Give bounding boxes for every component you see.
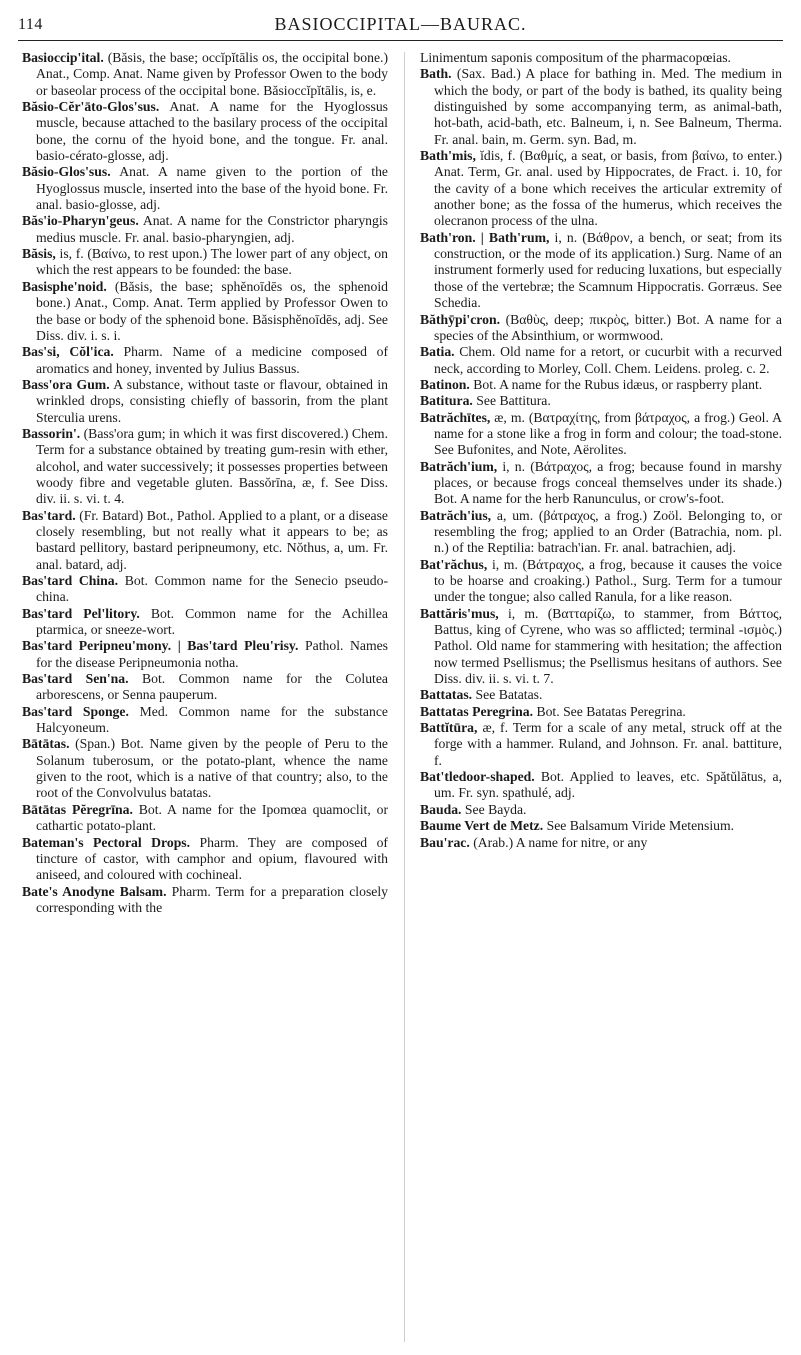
entry-definition: See Battitura. (476, 393, 551, 409)
dictionary-entry (420, 410, 782, 459)
entry-headword: Batitura. (420, 393, 473, 409)
entry-definition: Anat. A name given to the portion of the Hyoglossus muscle, inserted into the base of the hyoid bone. Fr. anal. basio-glosse, adj. (36, 164, 388, 213)
entry-headword: Bath'ron. | Bath'rum, (420, 229, 550, 245)
entry-headword: Batrăch'ium, (420, 458, 498, 474)
dictionary-entry (22, 99, 388, 164)
entry-definition: Chem. Old name for a retort, or cucurbit with a recurved neck, according to Morley, Coll. Chem. Leidens. proleg. c. 2. (434, 344, 782, 376)
entry-headword: Bas'si, Cŏl'ica. (22, 344, 114, 360)
left-column (22, 50, 388, 1340)
dictionary-entry (22, 50, 388, 99)
dictionary-entry (22, 671, 388, 704)
entry-headword: Bas'tard Sponge. (22, 703, 129, 719)
entry-headword: Bass'ora Gum. (22, 376, 110, 392)
dictionary-entry (22, 802, 388, 835)
entry-headword: Bauda. (420, 801, 462, 817)
entry-definition: (Fr. Batard) Bot., Pathol. Applied to a plant, or a disease closely resembling, but not really what it appears to be; as bastard pellitory, bastard peripneumony, etc. Nŏthus, a, um. Fr. anal. batard, adj. (36, 507, 388, 572)
entry-definition: Bot. Applied to leaves, etc. Spătŭlātus, a, um. Fr. syn. spathulé, adj. (434, 769, 782, 801)
entry-definition: (Arab.) A name for nitre, or any (473, 834, 648, 850)
page-header (18, 10, 783, 41)
entry-headword: Bas'tard China. (22, 573, 119, 588)
dictionary-entry (22, 377, 388, 426)
entry-definition: i, m. (Βάτραχος, a frog, because it causes the voice to be hoarse and croaking.) Pathol., Surg. Term for a tumour under the tongue; also called Ranula, for a like reason. (434, 556, 782, 605)
entry-definition: Bot. Common name for the Senecio pseudo-china. (36, 573, 388, 605)
dictionary-entry (420, 606, 782, 688)
entry-headword: Bas'tard Pel'litory. (22, 605, 140, 621)
entry-definition: (Span.) Bot. Name given by the people of Peru to the Solanum tuberosum, or the potato-plant, whence the name given to the root, which is a native of that country; also, to the root of the Convolvulus batatas. (36, 736, 388, 801)
entry-definition: (Băsis, the base; sphĕnoīdēs os, the sphenoid bone.) Anat., Comp. Anat. Term applied by Professor Owen to the base or body of the sphenoid bone. Băsisphĕnoīdēs, adj. See Diss. div. i. s. i. (36, 278, 388, 343)
entry-definition: Bot. A name for the Rubus idæus, or raspberry plant. (473, 376, 763, 392)
dictionary-entry (420, 377, 782, 393)
dictionary-entry (420, 312, 782, 345)
dictionary-entry (22, 736, 388, 801)
entry-headword: Băsio-Glos'sus. (22, 164, 111, 180)
entry-headword: Băthȳpi'cron. (420, 311, 500, 327)
dictionary-entry (420, 508, 782, 557)
entry-definition: Bot. Common name for the Colutea arborescens, or Senna pauperum. (36, 671, 388, 703)
entry-headword: Bau'rac. (420, 834, 470, 850)
dictionary-entry (420, 50, 782, 66)
entry-definition: Pharm. Term for a preparation closely corresponding with the (36, 883, 388, 915)
dictionary-entry (22, 884, 388, 917)
entry-headword: Battăris'mus, (420, 605, 499, 621)
dictionary-entry (420, 802, 782, 818)
dictionary-entry (420, 344, 782, 377)
right-column (420, 50, 782, 1340)
entry-definition: See Bayda. (464, 801, 527, 817)
entry-definition: Bot. See Batatas Peregrina. (536, 703, 686, 719)
entry-definition: is, f. (Βαίνω, to rest upon.) The lower part of any object, on which the rest appears to be founded: the base. (36, 246, 388, 278)
entry-headword: Bas'tard. (22, 507, 76, 523)
entry-headword: Battatas. (420, 687, 473, 703)
dictionary-entry (22, 246, 388, 279)
entry-headword: Basisphe'noid. (22, 278, 107, 294)
entry-headword: Bas'tard Peripneu'mony. | Bas'tard Pleu'risy. (22, 638, 299, 654)
dictionary-entry (420, 393, 782, 409)
dictionary-entry (22, 279, 388, 344)
entry-definition: Pharm. Name of a medicine composed of aromatics and honey, invented by Julius Bassus. (36, 344, 388, 376)
entry-definition: i, m. (Βατταρίζω, to stammer, from Βάττος, Battus, king of Cyrene, who was so afflicted; terminal -ισμὸς.) Pathol. Old name for stammering with hesitation; the affection now termed Psellismus; the Psellismus hesitans of authors. See Diss. div. ii. s. vi. t. 7. (434, 605, 782, 687)
dictionary-entry (420, 835, 782, 851)
page-number: 114 (18, 16, 43, 33)
entry-headword: Batrăch'ius, (420, 507, 492, 523)
dictionary-entry (22, 606, 388, 639)
dictionary-entry (420, 687, 782, 703)
entry-definition: Med. Common name for the substance Halcyoneum. (36, 703, 388, 736)
entry-definition: Linimentum saponis compositum of the pharmacopœias. (420, 50, 731, 65)
entry-headword: Bat'răchus, (420, 556, 488, 572)
entry-headword: Batinon. (420, 376, 470, 392)
entry-definition: Anat. A name for the Hyoglossus muscle, because attached to the basilary process of the occipital bone, the cornu of the hyoid bone, and the tongue. Fr. anal. basio-cérato-glosse, adj. (36, 99, 388, 164)
entry-headword: Băsis, (22, 246, 56, 262)
dictionary-entry (22, 213, 388, 246)
dictionary-entry (22, 573, 388, 606)
entry-definition: (Sax. Bad.) A place for bathing in. Med. The medium in which the body, or part of the body is bathed, its quality being distinguished by some accompanying term, as animal-bath, hot-bath, acid-bath, etc. Balneum, i, n. See Balneum, Therma. Fr. anal. bain, m. Germ. syn. Bad, m. (434, 66, 782, 147)
entry-headword: Băsio-Cĕr'āto-Glos'sus. (22, 99, 160, 115)
entry-definition: i, n. (Βάθρον, a bench, or seat; from its construction, or the mode of its application.) Surg. Name of an instrument formerly used for reducing luxations, but especially those of the vertebræ; the Scamnum Hippocratis. Gorræus. See Schedia. (434, 229, 782, 311)
dictionary-entry (420, 459, 782, 508)
entry-headword: Baume Vert de Metz. (420, 818, 544, 834)
entry-definition: (Bass'ora gum; in which it was first discovered.) Chem. Term for a substance obtained by treating gum-resin with ether, alcohol, and water successively; it possesses properties between woody fibre and vegetable gluten. Bassŏrīna, æ, f. See Diss. div. ii. s. vi. t. 4. (36, 425, 388, 507)
entry-definition: (Βαθὺς, deep; πικρὸς, bitter.) Bot. A name for a species of the Absinthium, or wormwood. (434, 311, 782, 343)
entry-definition: æ, f. Term for a scale of any metal, struck off at the forge with a hammer. Ruland, and Johnson. Fr. anal. battiture, f. (434, 720, 782, 768)
column-divider (404, 52, 405, 1342)
entry-headword: Battĭtūra, (420, 720, 478, 736)
entry-definition: Pharm. They are composed of tincture of castor, with camphor and opium, flavoured with aniseed, and coloured with cochineal. (36, 834, 388, 883)
entry-definition: Bot. A name for the Ipomœa quamoclit, or cathartic potato-plant. (36, 801, 388, 834)
dictionary-entry (420, 704, 782, 720)
entry-headword: Batrăchītes, (420, 409, 491, 425)
dictionary-entry (22, 344, 388, 377)
entry-headword: Batia. (420, 344, 455, 360)
entry-headword: Bath'mis, (420, 148, 476, 164)
entry-headword: Bātātas. (22, 736, 70, 752)
entry-headword: Bath. (420, 66, 452, 82)
entry-headword: Băs'io-Pharyn'geus. (22, 213, 139, 229)
entry-headword: Bātātas Pĕregrīna. (22, 801, 133, 817)
dictionary-entry (22, 508, 388, 573)
dictionary-entry (420, 818, 782, 834)
entry-definition: Pathol. Names for the disease Peripneumonia notha. (36, 638, 388, 670)
dictionary-entry (420, 230, 782, 312)
dictionary-entry (22, 426, 388, 508)
entry-headword: Battatas Peregrina. (420, 703, 534, 719)
entry-definition: a, um. (βάτραχος, a frog.) Zoöl. Belonging to, or resembling the frog; applied to an Order (Batrachia, nom. pl. n.) of the Reptilia: batrach'ian. Fr. anal. batrachien, adj. (434, 507, 782, 556)
entry-headword: Bas'tard Sen'na. (22, 671, 129, 687)
dictionary-entry (22, 835, 388, 884)
entry-definition: Anat. A name for the Constrictor pharyngis medius muscle. Fr. anal. basio-pharyngien, adj. (36, 213, 388, 245)
entry-definition: (Băsis, the base; occĭpĭtālis os, the occipital bone.) Anat., Comp. Anat. Name given by Professor Owen to the body or baseolar process of the occipital bone. Băsioccĭpĭtālis, is, e. (36, 50, 388, 98)
dictionary-entry (22, 164, 388, 213)
running-head: BASIOCCIPITAL—BAURAC. (274, 14, 527, 34)
dictionary-entry (22, 704, 388, 737)
entry-definition: æ, m. (Βατραχίτης, from βάτραχος, a frog.) Geol. A name for a stone like a frog in form and colour; the toad-stone. See Bufonites, and Note, Aërolites. (434, 409, 782, 458)
entry-definition: ĭdis, f. (Βαθμίς, a seat, or basis, from βαίνω, to enter.) Anat. Term, Gr. anal. used by Hippocrates, de Fract. i. 10, for the cavity of a bone which receives the articular extremity of another bone; as the fossa of the humerus, which receives the olecranon process of the ulna. (434, 148, 782, 229)
dictionary-entry (420, 769, 782, 802)
entry-headword: Bat'tledoor-shaped. (420, 769, 535, 785)
dictionary-entry (420, 720, 782, 769)
entry-definition: See Balsamum Viride Metensium. (546, 818, 735, 834)
entry-definition: i, n. (Βάτραχος, a frog; because found in marshy places, or because frogs conceal themselves under its shade.) Bot. A name for the herb Ranunculus, or crow's-foot. (434, 458, 782, 507)
dictionary-entry (420, 148, 782, 230)
entry-definition: See Batatas. (475, 687, 543, 703)
entry-definition: Bot. Common name for the Achillea ptarmica, or sneeze-wort. (36, 605, 388, 638)
entry-headword: Bate's Anodyne Balsam. (22, 883, 167, 899)
dictionary-entry (22, 638, 388, 671)
entry-headword: Basioccip'ital. (22, 50, 104, 65)
dictionary-entry (420, 66, 782, 148)
entry-definition: A substance, without taste or flavour, obtained in wrinkled drops, consisting chiefly of bassorin, from the plant Sterculia urens. (36, 376, 388, 425)
entry-headword: Bassorin'. (22, 425, 81, 441)
dictionary-entry (420, 557, 782, 606)
entry-headword: Bateman's Pectoral Drops. (22, 834, 191, 850)
